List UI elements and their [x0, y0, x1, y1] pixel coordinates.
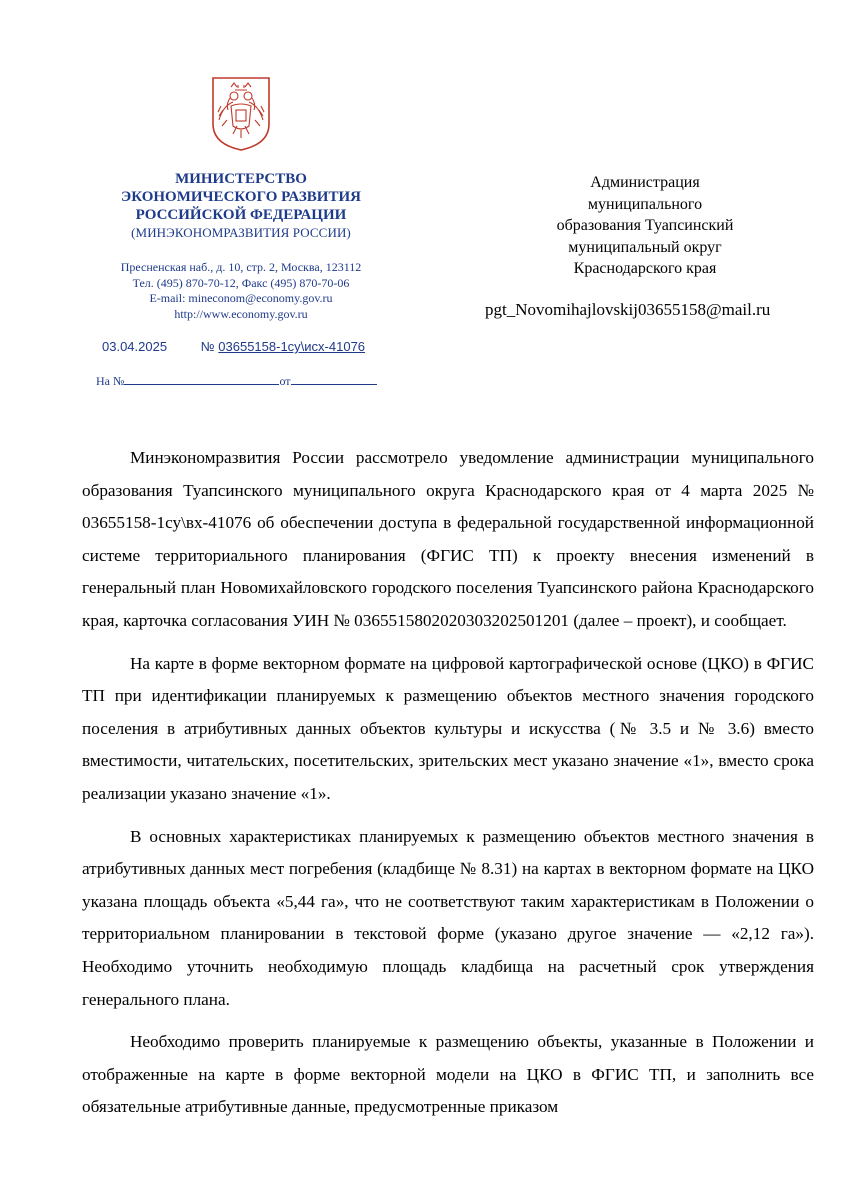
contact-phone: Тел. (495) 870-70-12, Факс (495) 870-70-06 — [132, 275, 350, 290]
ministry-header — [90, 170, 392, 242]
body-paragraph: На карте в форме векторном формате на цифровой картографической основе (ЦКО) в ФГИС ТП при идентификации планируемых к размещению объектов местного значения городского поселения в атрибутивных данных объектов культуры и искусства (№ 3.5 и № 3.6) вместо вместимости, читательских, посетительских, зрительских мест указано значение «1», вместо срока реализации указано значение «1». — [82, 653, 814, 803]
document-number: 03655158-1су\исх-41076 — [218, 339, 366, 354]
outgoing-reference — [102, 339, 365, 354]
contact-address: Пресненская наб., д. 10, стр. 2, Москва, 123112 — [120, 260, 362, 274]
contact-email: E-mail: mineconom@economy.gov.ru — [149, 291, 333, 305]
body-paragraph: В основных характеристиках планируемых к размещению объектов местного значения в атрибутивных данных мест погребения (кладбище № 8.31) на картах в векторном формате на ЦКО указана площадь объекта «5,44 га», что не соответствуют таким характеристикам в Положении о территориальном планировании в текстовой форме (указано другое значение — «2,12 га»). Необходимо уточнить необходимую площадь кладбища на расчетный срок утверждения генерального плана. — [82, 826, 814, 1009]
addressee-line: Администрация — [590, 174, 700, 191]
incoming-reference — [96, 373, 377, 389]
na-label: На № — [96, 374, 125, 388]
contact-website: http://www.economy.gov.ru — [174, 306, 308, 321]
addressee-line: Краснодарского края — [573, 260, 717, 277]
ministry-short-name: (МИНЭКОНОМРАЗВИТИЯ РОССИИ) — [131, 225, 351, 240]
addressee-line: муниципального — [587, 195, 703, 213]
number-label: № — [200, 339, 215, 354]
addressee-line: образования Туапсинский — [556, 217, 734, 234]
document-date: 03.04.2025 — [102, 339, 168, 354]
coat-of-arms-icon — [209, 76, 273, 152]
ministry-line: МИНИСТЕРСТВО — [175, 171, 307, 187]
body-paragraph: Минэкономразвития России рассмотрело уведомление администрации муниципального образования Туапсинского муниципального округа Краснодарского края от 4 марта 2025 № 03655158-1су\вх-41076 об обеспечении доступа в федеральной государственной информационной системе территориального планирования (ФГИС ТП) к проекту внесения изменений в генеральный план Новомихайловского городского поселения Туапсинского района Краснодарского края, карточка согласования УИН № 0365515802020303202501201 (далее – проект), и сообщает. — [82, 448, 814, 630]
body-paragraph: Необходимо проверить планируемые к размещению объекты, указанные в Положении и отображенные на карте в форме векторной модели на ЦКО в ФГИС ТП, и заполнить все обязательные атрибутивные данные, предусмотренные приказом — [82, 1032, 814, 1117]
addressee-line: муниципальный округ — [568, 238, 722, 256]
ot-blank-line — [291, 373, 377, 385]
ministry-contacts — [90, 260, 392, 322]
na-blank-line — [124, 373, 279, 385]
ministry-line: ЭКОНОМИЧЕСКОГО РАЗВИТИЯ — [121, 189, 361, 205]
letter-body — [82, 442, 814, 1124]
addressee — [508, 172, 782, 280]
ot-label: от — [279, 374, 291, 388]
ministry-line: РОССИЙСКОЙ ФЕДЕРАЦИИ — [135, 207, 347, 223]
addressee-email: pgt_Novomihajlovskij03655158@mail.ru — [485, 300, 771, 319]
